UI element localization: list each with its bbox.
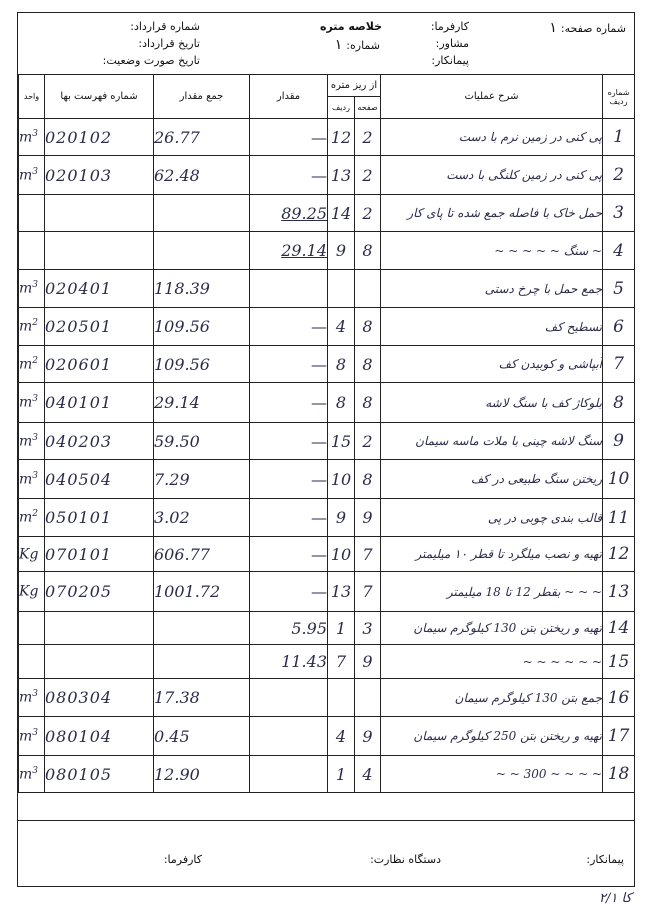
cell-no: 14: [603, 612, 635, 645]
employer-field: [431, 20, 469, 33]
cell-page: 2: [355, 119, 381, 156]
contractor-field: [431, 54, 469, 67]
cell-code: 040504: [45, 460, 154, 499]
cell-row: 1: [328, 756, 355, 793]
cell-page: 8: [355, 308, 381, 346]
cell-desc: سنگ لاشه چینی با ملات ماسه سیمان: [381, 423, 603, 460]
table-row: [19, 346, 635, 383]
cell-unit: [19, 423, 45, 460]
table-row: [19, 460, 635, 499]
cell-desc: ~ ~ ~ ~ 300 ~ ~: [381, 756, 603, 793]
cell-code: 080105: [45, 756, 154, 793]
cell-no: 6: [603, 308, 635, 346]
table-row: [19, 423, 635, 460]
cell-code: 070205: [45, 572, 154, 612]
col-from-detail: از ریز متره: [328, 75, 381, 97]
table-row: [19, 270, 635, 308]
cell-no: 1: [603, 119, 635, 156]
cell-no: 9: [603, 423, 635, 460]
cell-unit: [19, 756, 45, 793]
cell-no: 8: [603, 383, 635, 423]
unit-base: m: [19, 728, 33, 745]
cell-desc: تسطیح کف: [381, 308, 603, 346]
cell-no: 11: [603, 499, 635, 537]
cell-no: 2: [603, 156, 635, 195]
cell-desc: قالب بندی چوبی در پی: [381, 499, 603, 537]
cell-qty: [250, 679, 328, 717]
cell-unit: [19, 195, 45, 232]
cell-desc: بلوکاژ کف با سنگ لاشه: [381, 383, 603, 423]
cell-unit: [19, 537, 45, 572]
table-row: [19, 612, 635, 645]
cell-desc: آبپاشی و کوبیدن کف: [381, 346, 603, 383]
cell-row: 8: [328, 383, 355, 423]
unit-exponent: 3: [32, 394, 39, 405]
unit-base: m: [19, 129, 33, 146]
cell-desc: جمع حمل با چرخ دستی: [381, 270, 603, 308]
cell-row: 15: [328, 423, 355, 460]
cell-page: 7: [355, 572, 381, 612]
cell-no: 12: [603, 537, 635, 572]
unit-exponent: 3: [32, 166, 39, 177]
cell-code: 040101: [45, 383, 154, 423]
cell-no: 16: [603, 679, 635, 717]
page-number-field: [549, 20, 626, 36]
cell-desc: ~ ~ ~ ~ ~ ~: [381, 645, 603, 679]
cell-row: 13: [328, 572, 355, 612]
contract-number-field: [130, 20, 200, 33]
cell-total: 62.48: [154, 156, 250, 195]
cell-qty: —: [250, 537, 328, 572]
cell-no: 17: [603, 717, 635, 756]
cell-unit: [19, 156, 45, 195]
cell-no: 15: [603, 645, 635, 679]
cell-row: 13: [328, 156, 355, 195]
cell-qty: —: [250, 346, 328, 383]
unit-base: m: [19, 689, 33, 706]
contractor-signature-label: پیمانکار:: [586, 853, 624, 866]
cell-code: [45, 195, 154, 232]
supervision-signature-label: دستگاه نظارت:: [370, 853, 441, 866]
cell-row: 4: [328, 308, 355, 346]
consultant-label: مشاور:: [435, 37, 469, 50]
unit-exponent: 2: [32, 509, 39, 520]
unit-exponent: 3: [32, 470, 39, 481]
cell-desc: تهیه و ریختن بتن 130 کیلوگرم سیمان: [381, 612, 603, 645]
cell-qty: 89.25: [250, 195, 328, 232]
employer-label: کارفرما:: [430, 20, 469, 33]
cell-code: 070101: [45, 537, 154, 572]
cell-qty: —: [250, 423, 328, 460]
unit-base: m: [19, 318, 33, 335]
cell-code: [45, 612, 154, 645]
unit-exponent: 2: [32, 355, 39, 366]
page-marker: ۲/۱ کا: [599, 891, 632, 906]
cell-row: 9: [328, 499, 355, 537]
cell-desc: جمع بتن 130 کیلوگرم سیمان: [381, 679, 603, 717]
cell-total: 29.14: [154, 383, 250, 423]
sheet-number-value: ۱: [334, 37, 343, 53]
cell-desc: پی کنی در زمین کلنگی با دست: [381, 156, 603, 195]
unit-exponent: 3: [32, 727, 39, 738]
cell-desc: ~ ~ ~ بقطر 12 تا 18 میلیمتر: [381, 572, 603, 612]
cell-page: 2: [355, 195, 381, 232]
cell-no: 18: [603, 756, 635, 793]
cell-total: 109.56: [154, 308, 250, 346]
cell-no: 13: [603, 572, 635, 612]
cell-unit: [19, 346, 45, 383]
unit-base: m: [19, 356, 33, 373]
page-number-value: ۱: [549, 20, 557, 36]
cell-qty: —: [250, 460, 328, 499]
col-total-quantity: جمع مقدار: [154, 75, 250, 119]
cell-code: 020102: [45, 119, 154, 156]
cell-code: 020401: [45, 270, 154, 308]
cell-page: 9: [355, 645, 381, 679]
cell-desc: ~ سنگ ~ ~ ~ ~ ~: [381, 232, 603, 270]
table-row: [19, 537, 635, 572]
cell-qty: —: [250, 499, 328, 537]
statement-date-label: تاریخ صورت وضعیت:: [102, 54, 200, 67]
cell-unit: [19, 119, 45, 156]
cell-qty: 11.43: [250, 645, 328, 679]
table-row: [19, 645, 635, 679]
cell-row: [328, 679, 355, 717]
cell-no: 10: [603, 460, 635, 499]
cell-qty: —: [250, 308, 328, 346]
cell-row: 14: [328, 195, 355, 232]
contract-number-label: شماره قرارداد:: [130, 20, 200, 33]
cell-total: [154, 232, 250, 270]
cell-total: 7.29: [154, 460, 250, 499]
cell-page: [355, 679, 381, 717]
unit-exponent: 3: [32, 280, 39, 291]
unit-base: m: [19, 471, 33, 488]
cell-desc: تهیه و ریختن بتن 250 کیلوگرم سیمان: [381, 717, 603, 756]
unit-exponent: 3: [32, 432, 39, 443]
unit-base: m: [19, 766, 33, 783]
table-row: [19, 679, 635, 717]
unit-exponent: 3: [32, 128, 39, 139]
contract-date-label: تاریخ قرارداد:: [138, 37, 200, 50]
cell-unit: [19, 679, 45, 717]
cell-page: 8: [355, 383, 381, 423]
cell-total: [154, 195, 250, 232]
cell-row: 1: [328, 612, 355, 645]
table-row: [19, 756, 635, 793]
unit-base: Kg: [19, 583, 39, 600]
table-row: [19, 383, 635, 423]
cell-page: 3: [355, 612, 381, 645]
table-body: [19, 119, 635, 793]
cell-row: 4: [328, 717, 355, 756]
cell-no: 5: [603, 270, 635, 308]
cell-total: [154, 645, 250, 679]
contractor-label: پیمانکار:: [431, 54, 469, 67]
metre-summary-sheet: [17, 12, 635, 887]
cell-unit: [19, 270, 45, 308]
quantities-table: [18, 74, 635, 793]
cell-page: 4: [355, 756, 381, 793]
cell-unit: [19, 645, 45, 679]
signature-footer: [18, 820, 634, 887]
cell-total: 17.38: [154, 679, 250, 717]
table-row: [19, 717, 635, 756]
unit-base: m: [19, 280, 33, 297]
cell-code: 040203: [45, 423, 154, 460]
statement-date-field: [103, 54, 200, 67]
cell-qty: [250, 717, 328, 756]
table-row: [19, 232, 635, 270]
unit-base: m: [19, 509, 33, 526]
cell-unit: [19, 499, 45, 537]
cell-desc: ریختن سنگ طبیعی در کف: [381, 460, 603, 499]
cell-unit: [19, 308, 45, 346]
page-title-text: خلاصه متره: [319, 20, 382, 33]
col-quantity: مقدار: [250, 75, 328, 119]
cell-code: 050101: [45, 499, 154, 537]
page-title: [320, 20, 382, 33]
table-row: [19, 119, 635, 156]
cell-code: [45, 232, 154, 270]
col-price-list-no: شماره فهرست بها: [45, 75, 154, 119]
sheet-number-label: شماره:: [346, 39, 380, 52]
form-header: [18, 13, 634, 75]
cell-row: 8: [328, 346, 355, 383]
table-row: [19, 156, 635, 195]
cell-desc: پی کنی در زمین نرم با دست: [381, 119, 603, 156]
cell-total: 3.02: [154, 499, 250, 537]
cell-qty: [250, 270, 328, 308]
employer-signature-label: کارفرما:: [163, 853, 202, 866]
cell-page: [355, 270, 381, 308]
cell-row: 7: [328, 645, 355, 679]
cell-no: 7: [603, 346, 635, 383]
cell-code: 080304: [45, 679, 154, 717]
cell-total: 0.45: [154, 717, 250, 756]
cell-qty: 29.14: [250, 232, 328, 270]
cell-total: 118.39: [154, 270, 250, 308]
cell-desc: حمل خاک با فاصله جمع شده تا پای کار: [381, 195, 603, 232]
cell-page: 8: [355, 346, 381, 383]
cell-page: 8: [355, 232, 381, 270]
cell-page: 2: [355, 156, 381, 195]
sheet-number-field: [335, 37, 380, 53]
consultant-field: [436, 37, 469, 50]
contract-date-field: [138, 37, 200, 50]
cell-row: 12: [328, 119, 355, 156]
table-row: [19, 195, 635, 232]
cell-unit: [19, 460, 45, 499]
cell-unit: [19, 612, 45, 645]
col-row-no: شماره ردیف: [603, 75, 635, 119]
table-row: [19, 572, 635, 612]
cell-unit: [19, 572, 45, 612]
unit-exponent: 2: [32, 318, 39, 329]
cell-total: 109.56: [154, 346, 250, 383]
cell-qty: 5.95: [250, 612, 328, 645]
cell-qty: —: [250, 119, 328, 156]
cell-row: 9: [328, 232, 355, 270]
cell-code: 020501: [45, 308, 154, 346]
page-number-label: شماره صفحه:: [560, 22, 626, 35]
unit-base: m: [19, 167, 33, 184]
cell-page: 2: [355, 423, 381, 460]
cell-code: 020601: [45, 346, 154, 383]
table-row: [19, 308, 635, 346]
unit-base: m: [19, 433, 33, 450]
unit-base: Kg: [19, 546, 39, 563]
cell-total: [154, 612, 250, 645]
cell-total: 12.90: [154, 756, 250, 793]
col-detail-page: صفحه: [355, 97, 381, 119]
cell-unit: [19, 383, 45, 423]
table-row: [19, 499, 635, 537]
col-detail-row: ردیف: [328, 97, 355, 119]
unit-exponent: 3: [32, 765, 39, 776]
cell-total: 1001.72: [154, 572, 250, 612]
cell-row: [328, 270, 355, 308]
cell-page: 9: [355, 499, 381, 537]
cell-page: 7: [355, 537, 381, 572]
cell-code: [45, 645, 154, 679]
cell-qty: —: [250, 156, 328, 195]
unit-base: m: [19, 394, 33, 411]
cell-row: 10: [328, 537, 355, 572]
cell-total: 606.77: [154, 537, 250, 572]
cell-row: 10: [328, 460, 355, 499]
cell-total: 59.50: [154, 423, 250, 460]
col-unit: واحد: [19, 75, 45, 119]
cell-no: 4: [603, 232, 635, 270]
cell-no: 3: [603, 195, 635, 232]
cell-total: 26.77: [154, 119, 250, 156]
cell-qty: —: [250, 383, 328, 423]
cell-unit: [19, 717, 45, 756]
cell-page: 9: [355, 717, 381, 756]
cell-qty: —: [250, 572, 328, 612]
cell-qty: [250, 756, 328, 793]
cell-code: 080104: [45, 717, 154, 756]
cell-code: 020103: [45, 156, 154, 195]
cell-unit: [19, 232, 45, 270]
unit-exponent: 3: [32, 689, 39, 700]
cell-page: 8: [355, 460, 381, 499]
cell-desc: تهیه و نصب میلگرد تا قطر ۱۰ میلیمتر: [381, 537, 603, 572]
col-description: شرح عملیات: [381, 75, 603, 119]
